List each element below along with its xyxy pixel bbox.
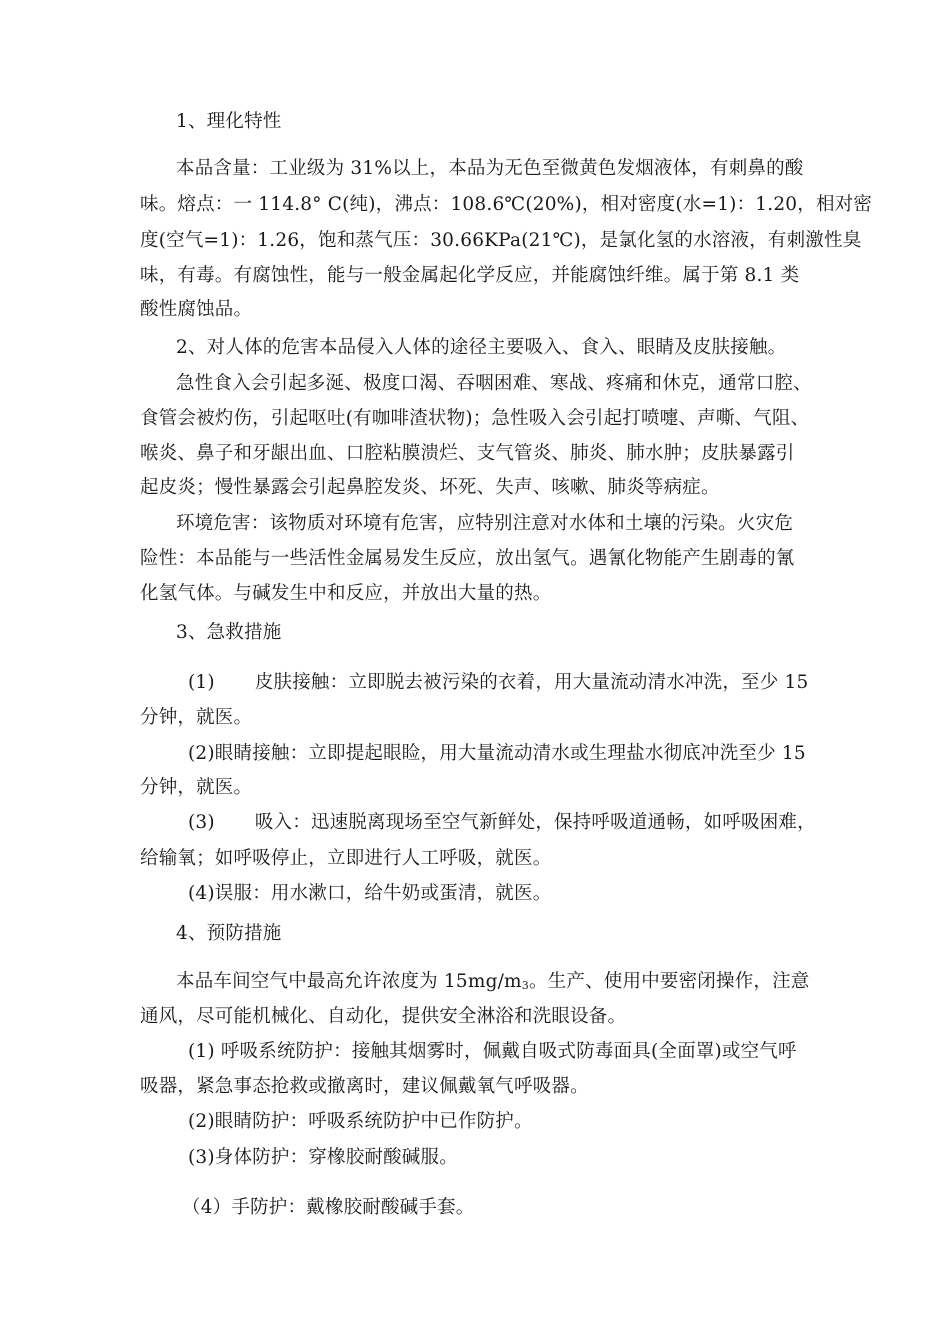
paragraph-line: 分钟，就医。 bbox=[140, 777, 253, 798]
paragraph-line: 环境危害：该物质对环境有危害，应特别注意对水体和土壤的污染。火灾危 bbox=[176, 513, 794, 534]
paragraph-line: 度(空气=1)：1.26，饱和蒸气压：30.66KPa(21℃)，是氯化氢的水溶液，有刺激性臭 bbox=[140, 230, 862, 251]
paragraph-line: 险性：本品能与一些活性金属易发生反应，放出氢气。遇氰化物能产生剧毒的氰 bbox=[140, 548, 795, 569]
paragraph-line: 本品含量：工业级为 31%以上，本品为无色至微黄色发烟液体，有刺鼻的酸 bbox=[176, 158, 804, 179]
paragraph-line: 通风，尽可能机械化、自动化，提供安全淋浴和洗眼设备。 bbox=[140, 1006, 627, 1027]
section-heading-3: 3、急救措施 bbox=[176, 622, 282, 643]
paragraph-line: 化氢气体。与碱发生中和反应，并放出大量的热。 bbox=[140, 583, 552, 604]
paragraph-line: 味，有毒。有腐蚀性，能与一般金属起化学反应，并能腐蚀纤维。属于第 8.1 类 bbox=[140, 265, 800, 286]
paragraph-line: 给输氧；如呼吸停止，立即进行人工呼吸，就医。 bbox=[140, 848, 552, 869]
paragraph-line: 本品车间空气中最高允许浓度为 $15mg/m_3$。生产、使用中要密闭操作，注意 bbox=[176, 971, 810, 992]
list-number: (1) bbox=[188, 672, 215, 693]
section-heading-1: 1、理化特性 bbox=[176, 111, 282, 132]
subscript: 3 bbox=[521, 979, 529, 992]
paragraph-line: 分钟，就医。 bbox=[140, 707, 253, 728]
section-heading-2: 2、对人体的危害本品侵入人体的途径主要吸入、食入、眼睛及皮肤接触。 bbox=[176, 337, 787, 358]
paragraph-line: 酸性腐蚀品。 bbox=[140, 299, 253, 320]
list-item-3 bbox=[188, 811, 816, 835]
list-item-2: (2)眼睛防护：呼吸系统防护中已作防护。 bbox=[188, 1111, 533, 1132]
section-heading-4: 4、预防措施 bbox=[176, 923, 282, 944]
paragraph-line: 起皮炎；慢性暴露会引起鼻腔发炎、坏死、失声、咳嗽、肺炎等病症。 bbox=[140, 477, 720, 498]
paragraph-line: 吸器，紧急事态抢救或撤离时，建议佩戴氧气呼吸器。 bbox=[140, 1076, 589, 1097]
list-item-1: (1) 呼吸系统防护：接触其烟雾时，佩戴自吸式防毒面具(全面罩)或空气呼 bbox=[188, 1041, 797, 1062]
list-item-1 bbox=[188, 671, 808, 695]
paragraph-line: 食管会被灼伤，引起呕吐(有咖啡渣状物)；急性吸入会引起打喷嚏、声嘶、气阻、 bbox=[140, 408, 810, 429]
list-number: (3) bbox=[188, 812, 215, 833]
list-item-3: (3)身体防护：穿橡胶耐酸碱服。 bbox=[188, 1147, 458, 1168]
list-text: 皮肤接触：立即脱去被污染的衣着，用大量流动清水冲洗，至少 15 bbox=[254, 672, 809, 693]
list-item-2: (2)眼睛接触：立即提起眼睑，用大量流动清水或生理盐水彻底冲洗至少 15 bbox=[188, 743, 806, 764]
list-text: 吸入：迅速脱离现场至空气新鲜处，保持呼吸道通畅，如呼吸困难， bbox=[254, 812, 816, 833]
paragraph-line: 急性食入会引起多涎、极度口渴、吞咽困难、寒战、疼痛和休克，通常口腔、 bbox=[176, 373, 812, 394]
paragraph-line: 味。熔点：一 114.8° C(纯)，沸点：108.6℃(20%)，相对密度(水=1)：1.20，相对密 bbox=[140, 194, 873, 215]
paragraph-line: 喉炎、鼻子和牙龈出血、口腔粘膜溃烂、支气管炎、肺炎、肺水肿；皮肤暴露引 bbox=[140, 443, 795, 464]
list-item-4: (4)误服：用水漱口，给牛奶或蛋清，就医。 bbox=[188, 883, 552, 904]
list-item-4: （4）手防护：戴橡胶耐酸碱手套。 bbox=[182, 1197, 475, 1218]
